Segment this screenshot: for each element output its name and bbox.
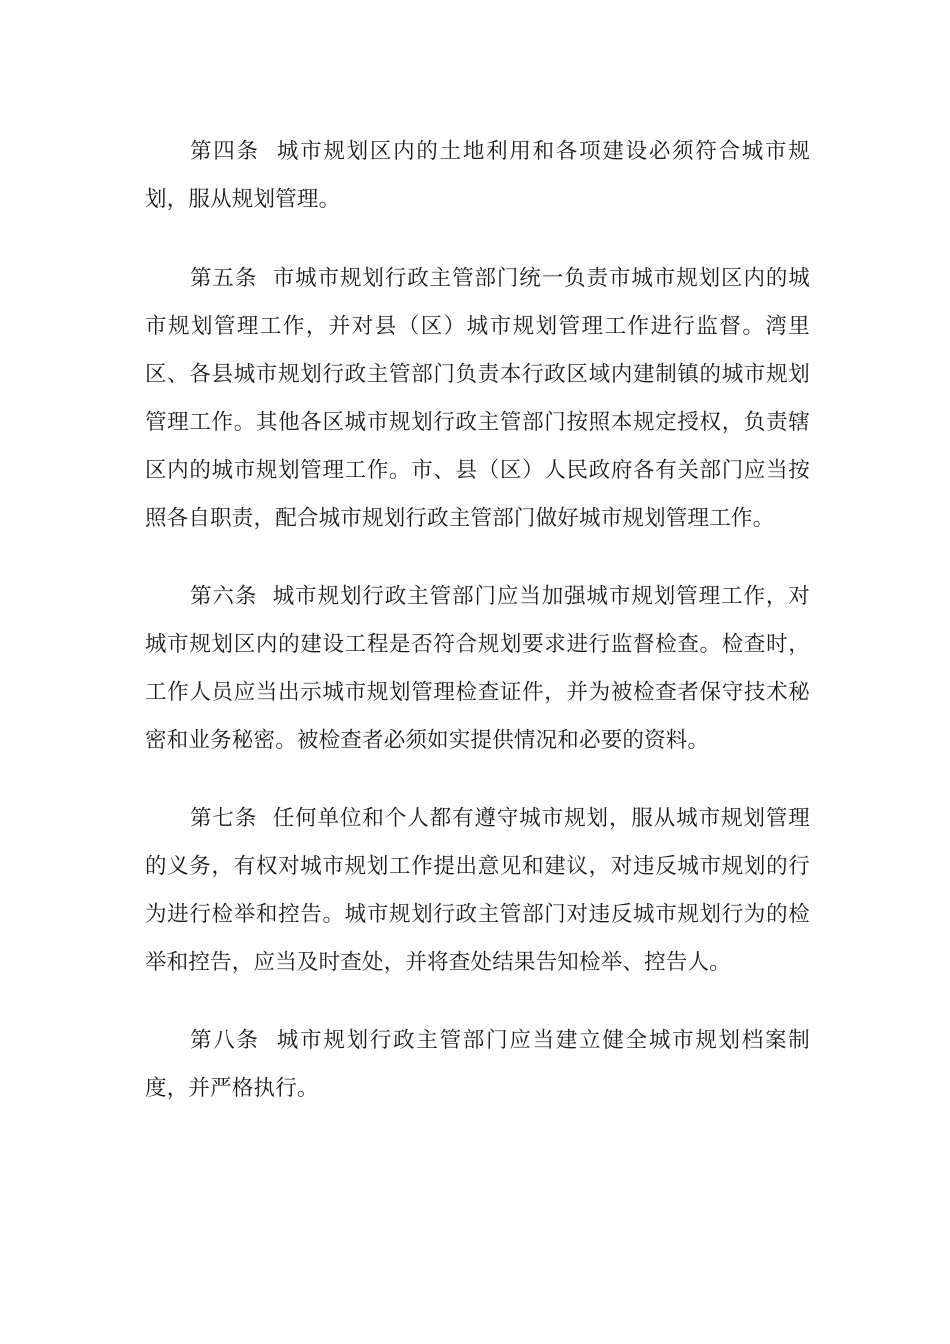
article-number: 第四条 [190,139,260,164]
article-6 [145,573,810,765]
article-text: 城市规划行政主管部门应当加强城市规划管理工作，对城市规划区内的建设工程是否符合规划要求进行监督检查。检查时，工作人员应当出示城市规划管理检查证件，并为被检查者保守技术秘密和业务秘密。被检查者必须如实提供情况和必要的资料。 [145,584,810,753]
article-number: 第七条 [190,806,258,831]
article-number: 第六条 [190,584,258,609]
article-4 [145,128,810,224]
paragraph-gap [145,224,810,255]
article-text: 市城市规划行政主管部门统一负责市城市规划区内的城市规划管理工作，并对县（区）城市规划管理工作进行监督。湾里区、各县城市规划行政主管部门负责本行政区域内建制镇的城市规划管理工作。其他各区城市规划行政主管部门按照本规定授权，负责辖区内的城市规划管理工作。市、县（区）人民政府各有关部门应当按照各自职责，配合城市规划行政主管部门做好城市规划管理工作。 [145,266,810,531]
article-7 [145,795,810,987]
article-text: 城市规划区内的土地利用和各项建设必须符合城市规划，服从规划管理。 [145,139,810,212]
article-number: 第五条 [190,266,258,291]
paragraph-gap [145,765,810,795]
article-5 [145,255,810,543]
article-text: 城市规划行政主管部门应当建立健全城市规划档案制度，并严格执行。 [145,1028,810,1101]
article-8 [145,1017,810,1113]
article-text: 任何单位和个人都有遵守城市规划，服从城市规划管理的义务，有权对城市规划工作提出意见和建议，对违反城市规划的行为进行检举和控告。城市规划行政主管部门对违反城市规划行为的检举和控告，应当及时查处，并将查处结果告知检举、控告人。 [145,806,810,975]
article-number: 第八条 [190,1028,260,1053]
document-body [145,128,810,1113]
paragraph-gap [145,987,810,1017]
paragraph-gap [145,543,810,573]
